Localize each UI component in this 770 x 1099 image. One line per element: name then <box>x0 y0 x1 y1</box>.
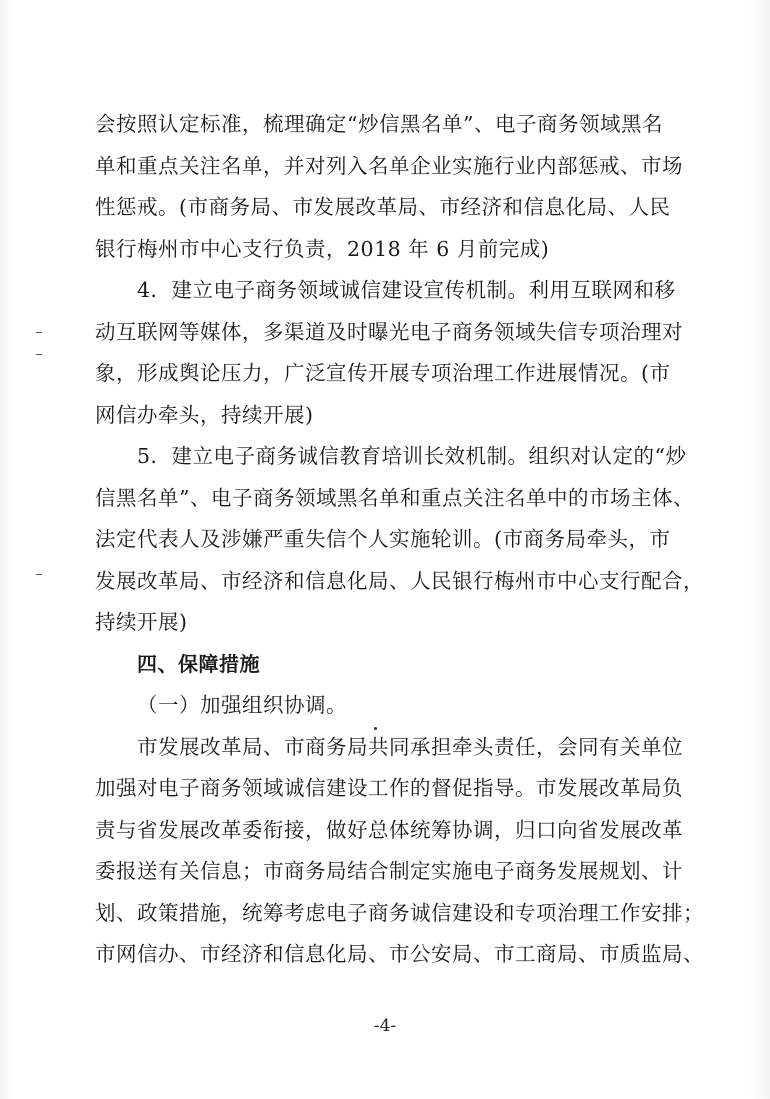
body-line: 会按照认定标准，梳理确定“炒信黑名单”、电子商务领域黑名 <box>95 112 663 136</box>
body-line: 象，形成舆论压力，广泛宣传开展专项治理工作进展情况。(市 <box>95 361 671 385</box>
body-line: 持续开展) <box>95 610 188 634</box>
document-body <box>95 110 704 982</box>
scan-artifact <box>36 332 42 333</box>
section-5-title-line: 5．建立电子商务诚信教育培训长效机制。组织对认定的“炒 <box>137 444 687 468</box>
body-line: 划、政策措施，统筹考虑电子商务诚信建设和专项治理工作安排； <box>95 900 704 925</box>
body-line: 银行梅州市中心支行负责，2018 年 6 月前完成) <box>95 236 550 261</box>
body-line: 委报送有关信息；市商务局结合制定实施电子商务发展规划、计 <box>95 859 683 883</box>
body-line: 信黑名单”、电子商务领域黑名单和重点关注名单中的市场主体、 <box>95 485 694 510</box>
scan-artifact <box>36 354 42 355</box>
scan-artifact <box>374 727 377 730</box>
body-line: 发展改革局、市经济和信息化局、人民银行梅州市中心支行配合， <box>95 568 704 593</box>
section-heading: 四、保障措施 <box>137 651 260 676</box>
body-line: 单和重点关注名单，并对列入名单企业实施行业内部惩戒、市场 <box>95 153 683 178</box>
scan-artifact <box>36 574 42 575</box>
body-line: 动互联网等媒体，多渠道及时曝光电子商务领域失信专项治理对 <box>95 319 683 344</box>
body-line: 法定代表人及涉嫌严重失信个人实施轮训。(市商务局牵头，市 <box>95 527 671 551</box>
page-number: -4- <box>373 1016 397 1036</box>
body-line: 市网信办、市经济和信息化局、市公安局、市工商局、市质监局、 <box>95 942 704 966</box>
body-line: 市发展改革局、市商务局共同承担牵头责任，会同有关单位 <box>137 734 683 759</box>
body-line: 责与省发展改革委衔接，做好总体统筹协调，归口向省发展改革 <box>95 817 683 842</box>
body-line: 网信办牵头，持续开展) <box>95 402 314 427</box>
body-line: 加强对电子商务领域诚信建设工作的督促指导。市发展改革局负 <box>95 776 683 800</box>
body-line: 性惩戒。(市商务局、市发展改革局、市经济和信息化局、人民 <box>95 195 671 219</box>
section-4-title-line: 4．建立电子商务领域诚信建设宣传机制。利用互联网和移 <box>137 278 676 302</box>
subsection-heading: （一）加强组织协调。 <box>137 693 347 717</box>
